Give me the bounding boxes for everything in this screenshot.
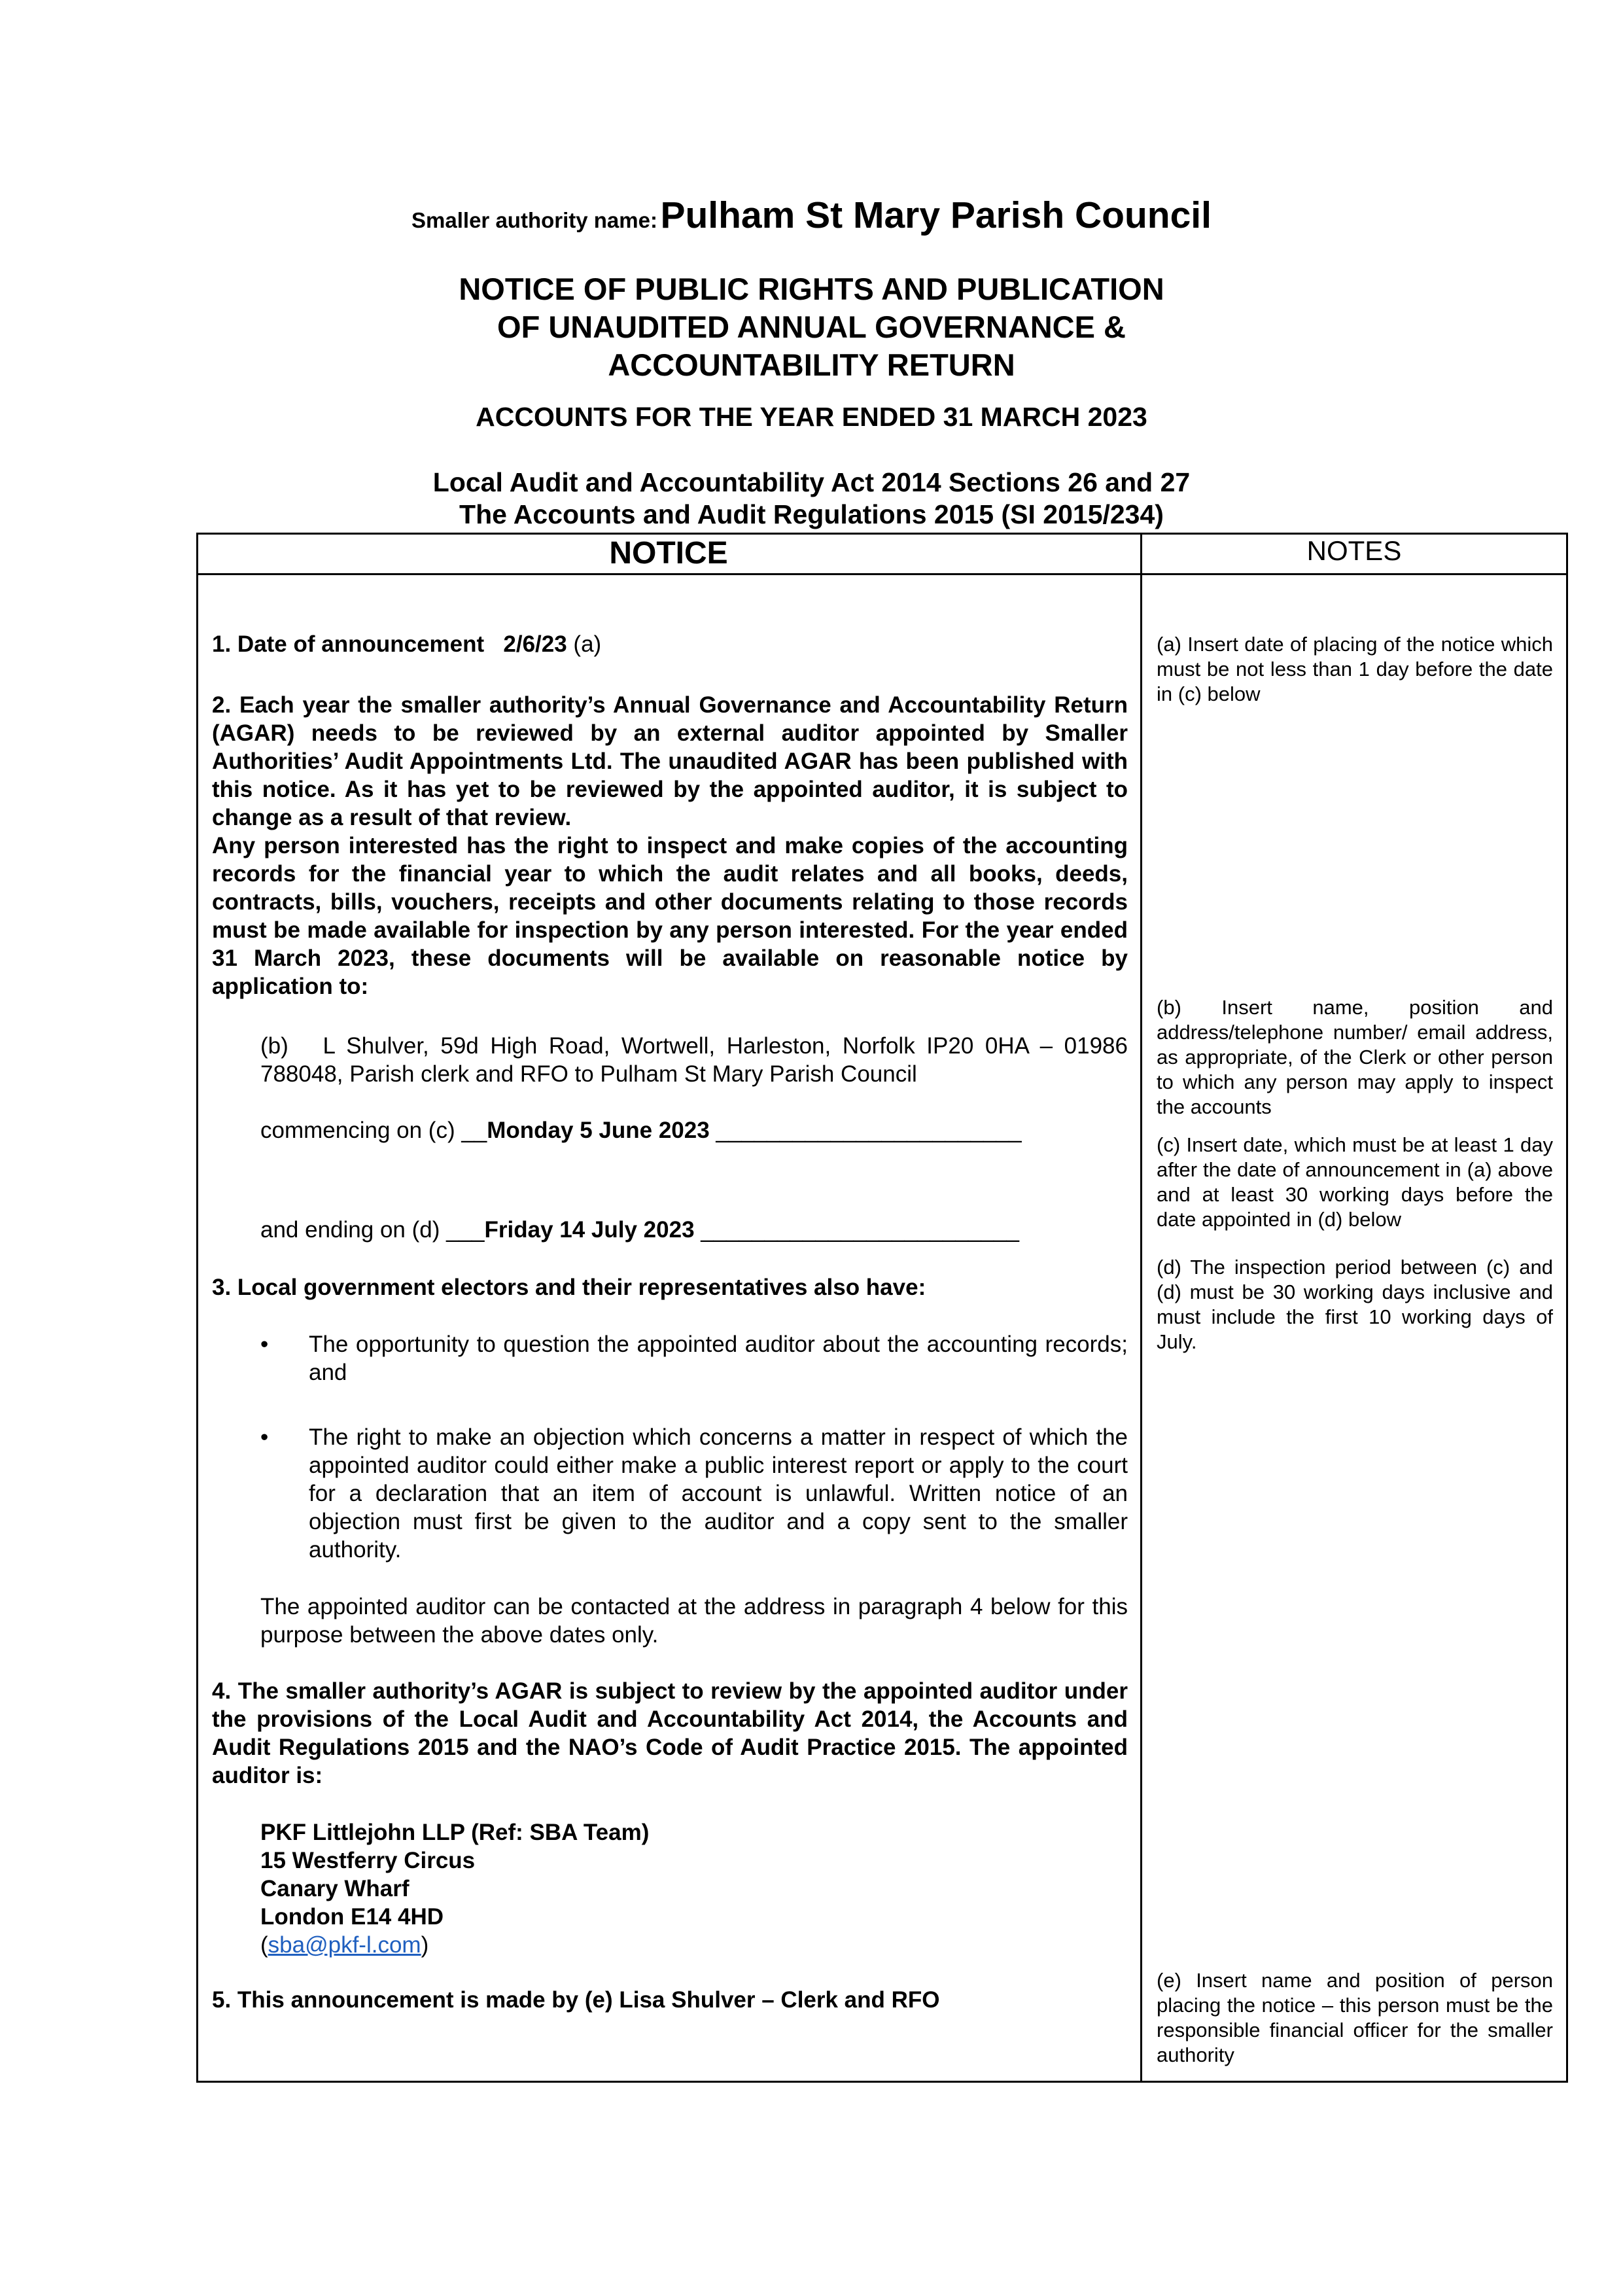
- announcement-label: 1. Date of announcement: [212, 631, 485, 657]
- paragraph-2-agar-review: 2. Each year the smaller authority’s Annual Governance and Accountability Return (AGAR) needs to be reviewed by an external auditor appointed by Smaller Authorities’ Audit Appointments Ltd. The unaudited AGAR has been published with this notice. As it has yet to be reviewed by the appointed auditor, it is subject to change as a result of that review.: [212, 692, 1128, 830]
- note-b: (b) Insert name, position and address/telephone number/ email address, as appropriate, of the Clerk or other person to which any person may apply to inspect the accounts: [1157, 996, 1553, 1118]
- commencing-date: Monday 5 June 2023: [487, 1118, 710, 1143]
- elector-rights-list: [260, 1330, 1128, 1386]
- elector-right-objection: [260, 1423, 1128, 1564]
- ending-date: Friday 14 July 2023: [484, 1217, 695, 1243]
- authority-name: Pulham St Mary Parish Council: [660, 194, 1212, 236]
- table-left-border: [196, 533, 198, 2083]
- notice-title-line-1: NOTICE OF PUBLIC RIGHTS AND PUBLICATION: [459, 272, 1164, 306]
- note-c: (c) Insert date, which must be at least 1 day after the date of announcement in (a) above and at least 30 working days before the date appointed in (d) below: [1157, 1133, 1553, 1231]
- notice-title-line-3: ACCOUNTABILITY RETURN: [608, 347, 1015, 382]
- auditor-address: [260, 1818, 1128, 1931]
- accounts-subtitle: ACCOUNTS FOR THE YEAR ENDED 31 MARCH 2023: [476, 402, 1147, 432]
- commencing-blank: ________________________: [709, 1118, 1022, 1143]
- authority-line: [0, 194, 1623, 237]
- table-header-divider: [196, 573, 1568, 575]
- auditor-area: Canary Wharf: [260, 1876, 410, 1901]
- email-open-paren: (: [260, 1932, 268, 1958]
- paragraph-4-auditor: 4. The smaller authority’s AGAR is subject to review by the appointed auditor under the provisions of the Local Audit and Accountability Act 2014, the Accounts and Audit Regulations 2015 and the NAO’s Code of Audit Practice 2015. The appointed auditor is:: [212, 1678, 1128, 1788]
- authority-label: Smaller authority name:: [411, 208, 657, 232]
- paragraph-5-announcer: 5. This announcement is made by (e) Lisa Shulver – Clerk and RFO: [212, 1987, 940, 2013]
- notice-column-header: NOTICE: [609, 536, 728, 571]
- ending-line: [260, 1216, 1128, 1244]
- ending-label: and ending on (d) ___: [260, 1217, 485, 1243]
- ending-blank: _________________________: [694, 1217, 1019, 1243]
- note-d: (d) The inspection period between (c) and (d) must be 30 working days inclusive and must include the first 10 working days of July.: [1157, 1256, 1553, 1353]
- paragraph-3-heading: 3. Local government electors and their representatives also have:: [212, 1275, 926, 1300]
- announcement-date: 2/6/23: [503, 631, 567, 657]
- commencing-label: commencing on (c) __: [260, 1118, 487, 1143]
- bullet-text: The opportunity to question the appointed auditor about the accounting records; and: [309, 1332, 1128, 1385]
- contact-ref: (b): [260, 1033, 288, 1059]
- paragraph-2-inspection-rights: Any person interested has the right to inspect and make copies of the accounting records for the financial year to which the audit relates and all books, deeds, contracts, bills, vouchers, receipts and other documents relating to those records must be made available for inspection by any person interested. For the year ended 31 March 2023, these documents will be available on reasonable notice by application to:: [212, 833, 1128, 999]
- bullet-icon: •: [260, 1424, 269, 1450]
- elector-rights-list-2: [260, 1423, 1128, 1564]
- bullet-icon: •: [260, 1332, 269, 1357]
- email-close-paren: ): [421, 1932, 429, 1958]
- legislation-line-2: The Accounts and Audit Regulations 2015 (SI 2015/234): [459, 499, 1164, 529]
- elector-right-question: [260, 1330, 1128, 1386]
- note-e: (e) Insert name and position of person placing the notice – this person must be the responsible financial officer for the smaller authority: [1157, 1969, 1553, 2066]
- legislation-line-1: Local Audit and Accountability Act 2014 Sections 26 and 27: [432, 467, 1191, 497]
- table-bottom-border: [196, 2081, 1568, 2083]
- auditor-contact-note: The appointed auditor can be contacted at the address in paragraph 4 below for this purpose between the above dates only.: [260, 1594, 1128, 1648]
- paragraph-1-announcement: [212, 630, 1128, 658]
- table-right-border: [1566, 533, 1568, 2083]
- table-top-border: [196, 533, 1568, 535]
- notice-title-line-2: OF UNAUDITED ANNUAL GOVERNANCE &: [497, 309, 1126, 344]
- auditor-email-line: [260, 1931, 1128, 1959]
- auditor-email-link[interactable]: sba@pkf-l.com: [268, 1932, 421, 1958]
- contact-details: L Shulver, 59d High Road, Wortwell, Harleston, Norfolk IP20 0HA – 01986 788048, Parish clerk and RFO to Pulham St Mary Parish Council: [260, 1033, 1128, 1087]
- auditor-city-postcode: London E14 4HD: [260, 1904, 444, 1930]
- bullet-text: The right to make an objection which concerns a matter in respect of which the appointed auditor could either make a public interest report or apply to the court for a declaration that an item of account is unlawful. Written notice of an objection must first be given to the auditor and a copy sent to the smaller authority.: [309, 1424, 1128, 1563]
- notes-column-header: NOTES: [1306, 535, 1402, 566]
- commencing-line: [260, 1116, 1128, 1144]
- table-column-divider: [1140, 533, 1142, 2083]
- auditor-street: 15 Westferry Circus: [260, 1848, 476, 1873]
- announcement-ref: (a): [573, 631, 602, 657]
- auditor-name: PKF Littlejohn LLP (Ref: SBA Team): [260, 1820, 650, 1845]
- inspection-contact: [260, 1032, 1128, 1088]
- note-a: (a) Insert date of placing of the notice which must be not less than 1 day before the date in (c) below: [1157, 633, 1553, 705]
